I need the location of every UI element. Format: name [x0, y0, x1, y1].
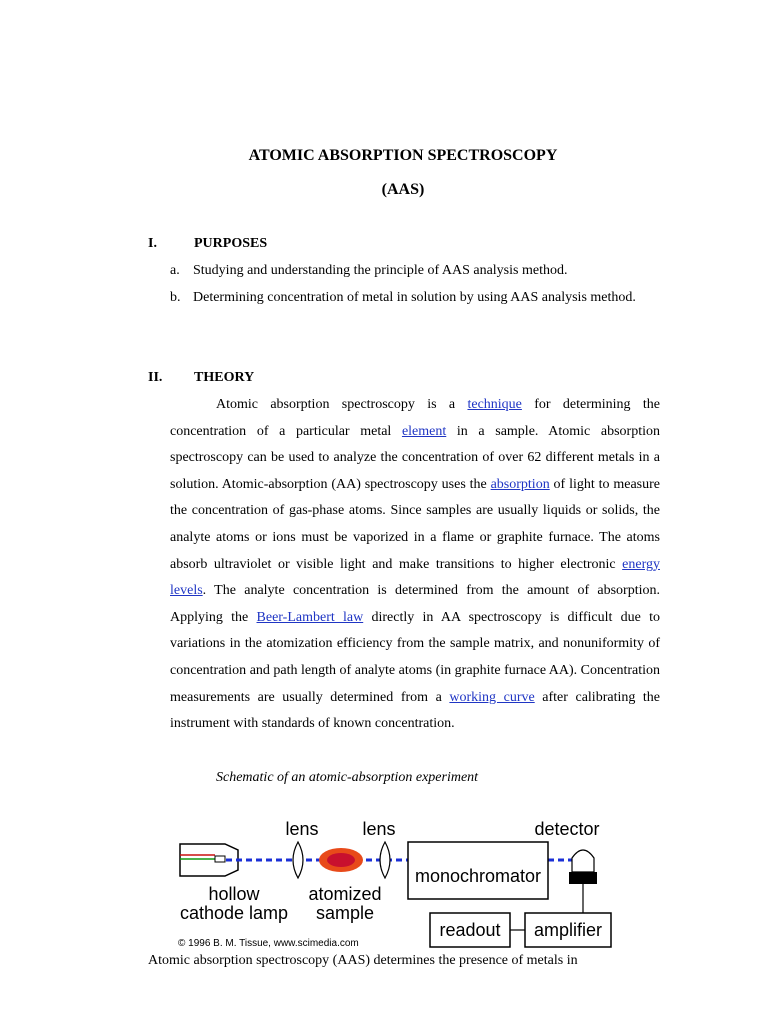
sample-label-line2: sample [315, 903, 375, 923]
figure-caption: Schematic of an atomic-absorption experiment [216, 770, 479, 785]
lamp-label-line1: hollow [208, 884, 260, 904]
lamp-label-line2: cathode lamp [179, 903, 289, 923]
list-marker: b. [170, 290, 181, 305]
lens-icon [380, 842, 390, 878]
detector-label: detector [534, 819, 600, 839]
monochromator-label: monochromator [414, 866, 542, 886]
list-item-text: Determining concentration of metal in solution by using AAS analysis method. [193, 290, 636, 305]
link-energy-levels[interactable]: energy levels [170, 556, 660, 599]
link-absorption[interactable]: absorption [490, 476, 550, 492]
text-run: . The analyte concentration is determined from the amount of absorption. Applying the [170, 583, 660, 625]
list-item [170, 285, 659, 312]
list-marker: a. [170, 263, 180, 278]
body-text-line: Atomic absorption spectroscopy (AAS) determines the presence of metals in [148, 953, 578, 968]
link-element[interactable]: element [401, 423, 447, 439]
section-title: PURPOSES [194, 236, 268, 251]
readout-label: readout [439, 920, 501, 940]
lens-label: lens [362, 819, 396, 839]
list-item-text: Studying and understanding the principle of AAS analysis method. [193, 263, 568, 278]
aas-schematic-diagram [170, 812, 620, 952]
lens-label: lens [285, 819, 319, 839]
text-run: after calibrating the instrument with standards of known concentration. [170, 689, 661, 732]
text-run: of light to measure the concentration of gas-phase atoms. Since samples are usually liquids or solids, the analyte atoms or ions must be vaporized in a flame or graphite furnace. The atoms absorb ultraviolet or visible light and make transitions to higher electronic [170, 476, 660, 572]
text-run: in a sample. Atomic absorption spectroscopy can be used to analyze the concentration of over 62 different metals in a solution. Atomic-absorption (AA) spectroscopy uses the [170, 423, 660, 492]
document-title: ATOMIC ABSORPTION SPECTROSCOPY [248, 147, 558, 164]
lens-icon [293, 842, 303, 878]
text-run: Atomic absorption spectroscopy is a [216, 397, 468, 412]
theory-paragraph [170, 392, 660, 738]
section-number: I. [148, 236, 157, 251]
text-run: for determining the concentration of a particular metal [170, 397, 660, 439]
section-number: II. [148, 370, 163, 385]
sample-label-line1: atomized [308, 884, 382, 904]
section-title: THEORY [194, 370, 255, 385]
link-working-curve[interactable]: working curve [449, 689, 535, 705]
text-run: directly in AA spectroscopy is difficult due to variations in the atomization efficiency from the sample matrix, and nonuniformity of concentration and path length of analyte atoms (in graphite furnace AA). Concentration measurements are usually determined from a [170, 609, 660, 705]
amplifier-label: amplifier [533, 920, 603, 940]
atomized-sample-flame-icon [319, 848, 363, 872]
document-subtitle: (AAS) [381, 181, 425, 198]
copyright-notice: © 1996 B. M. Tissue, www.scimedia.com [178, 938, 359, 949]
list-item [170, 258, 659, 285]
detector-icon [569, 850, 597, 913]
link-technique[interactable]: technique [467, 397, 522, 412]
link-beer-lambert-law[interactable]: Beer-Lambert law [256, 609, 364, 625]
